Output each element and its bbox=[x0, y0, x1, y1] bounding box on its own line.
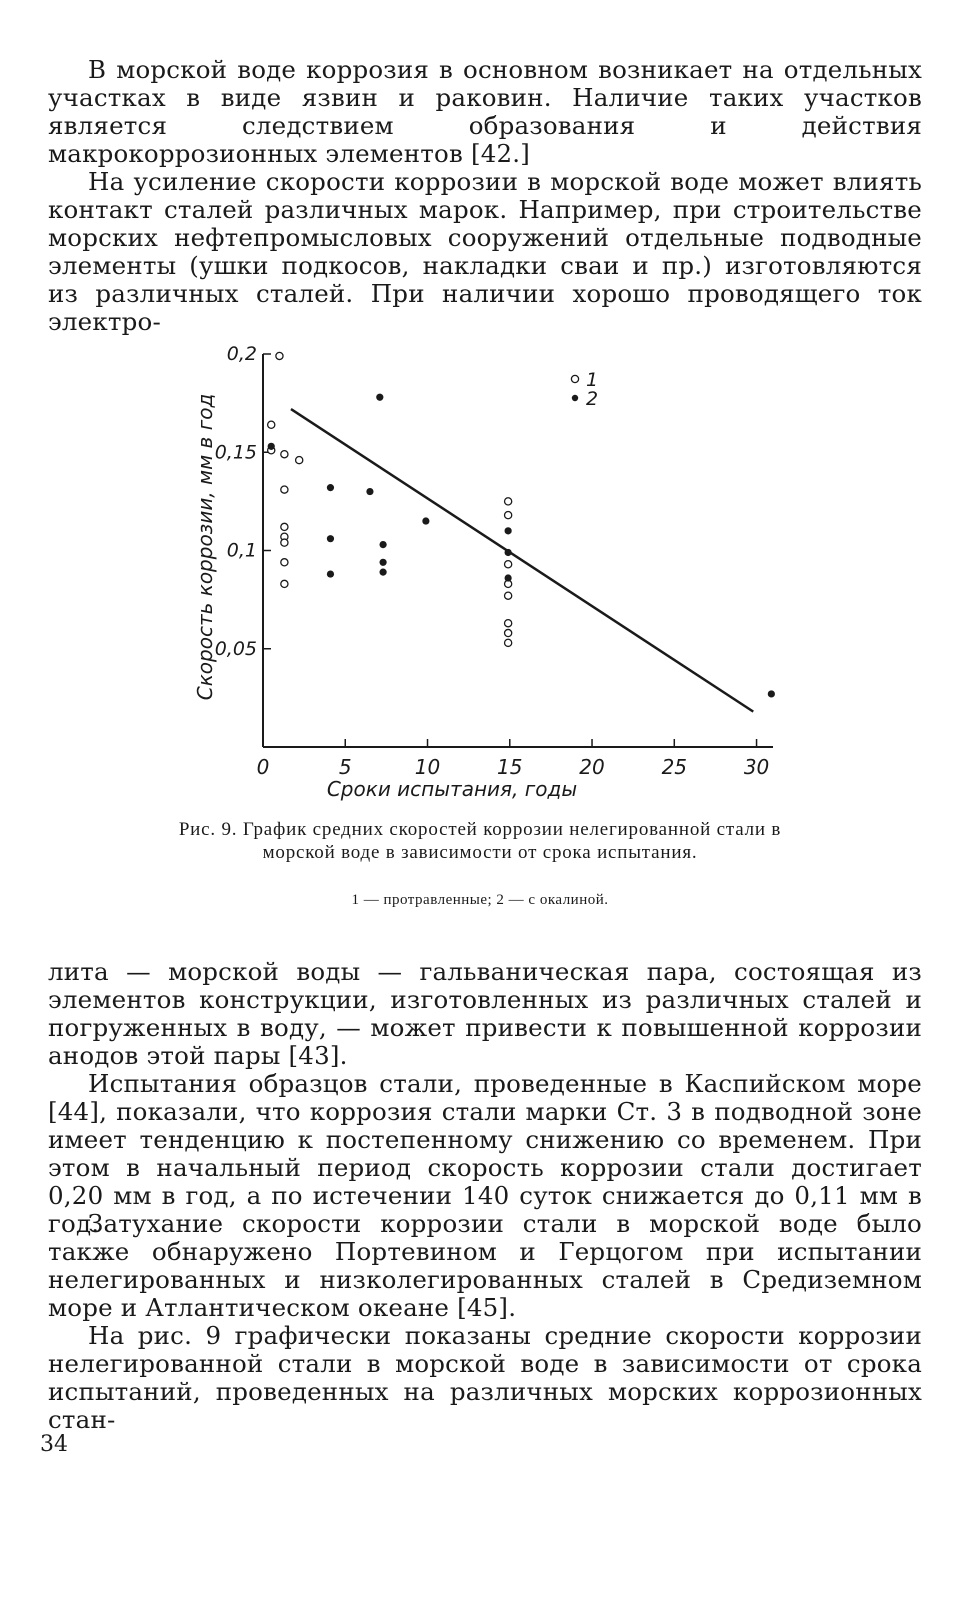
filled-point bbox=[768, 690, 775, 697]
open-point bbox=[268, 421, 275, 428]
open-point bbox=[505, 498, 512, 505]
y-tick-label: 0,15 bbox=[214, 441, 257, 464]
legend-open-marker bbox=[571, 375, 578, 382]
figure-caption: Рис. 9. График средних скоростей коррозии нелегированной стали в морской воде в зависимости от срока испытания. bbox=[178, 819, 782, 863]
open-point bbox=[281, 451, 288, 458]
x-tick-label: 5 bbox=[338, 755, 352, 779]
x-tick-label: 20 bbox=[579, 755, 605, 779]
open-point bbox=[505, 629, 512, 636]
paragraph-5: Затухание скорости коррозии стали в морской воде было также обнаружено Портевином и Герцогом при испытании нелегированных и низколегированных сталей в Средиземном море и Атлантическом океане [45]. bbox=[48, 1209, 922, 1322]
y-tick-label: 0,1 bbox=[226, 539, 257, 562]
open-point bbox=[281, 539, 288, 546]
paragraph-2: На усиление скорости коррозии в морской воде может влиять контакт сталей различных марок. Например, при строительстве морских нефтепромысловых сооружений отдельные подводные элементы (ушки подкосов, накладки сваи и пр.) изготовляются из различных сталей. При наличии хорошо проводящего ток электро- bbox=[48, 167, 922, 336]
open-point bbox=[281, 486, 288, 493]
x-tick-label: 30 bbox=[743, 755, 770, 779]
paragraph-4: Испытания образцов стали, проведенные в Каспийском море [44], показали, что коррозия стали марки Ст. 3 в подводной зоне имеет тенденцию к постепенному снижению со временем. При этом в начальный период скорость коррозии стали достигает 0,20 мм в год, а по истечении 140 суток снижается до 0,11 мм в год. bbox=[48, 1069, 922, 1238]
paragraph-3: лита — морской воды — гальваническая пара, состоящая из элементов конструкции, изготовленных из различных сталей и погруженных в воду, — может привести к повышенной коррозии анодов этой пары [43]. bbox=[48, 957, 922, 1070]
page-number: 34 bbox=[40, 1432, 68, 1457]
filled-point bbox=[422, 517, 429, 524]
corrosion-rate-chart bbox=[170, 340, 810, 820]
open-point bbox=[281, 559, 288, 566]
chart-ticks bbox=[215, 343, 770, 779]
paragraph-6: На рис. 9 графически показаны средние скорости коррозии нелегированной стали в морской воде в зависимости от срока испытаний, проведенных на различных морских коррозионных стан- bbox=[48, 1321, 922, 1434]
filled-point bbox=[505, 527, 512, 534]
filled-point bbox=[327, 535, 334, 542]
filled-point bbox=[268, 443, 275, 450]
trend-line bbox=[291, 409, 753, 712]
y-tick-label: 0,05 bbox=[214, 637, 257, 660]
open-point bbox=[505, 620, 512, 627]
open-point bbox=[281, 523, 288, 530]
x-tick-label: 15 bbox=[497, 755, 523, 779]
filled-point bbox=[327, 484, 334, 491]
open-point bbox=[505, 512, 512, 519]
filled-point bbox=[379, 559, 386, 566]
filled-point bbox=[376, 394, 383, 401]
legend-label: 2 bbox=[586, 388, 599, 410]
paragraph-1: В морской воде коррозия в основном возникает на отдельных участках в виде язвин и раковин. Наличие таких участков является следствием образования и действия макрокоррозионных элементов [42.] bbox=[48, 55, 922, 168]
filled-point bbox=[327, 570, 334, 577]
open-point bbox=[296, 457, 303, 464]
open-point bbox=[281, 580, 288, 587]
x-tick-label: 10 bbox=[414, 755, 441, 779]
chart-legend bbox=[571, 369, 598, 410]
x-tick-label: 25 bbox=[661, 755, 688, 779]
chart-axes bbox=[263, 354, 773, 747]
filled-point bbox=[366, 488, 373, 495]
data-points bbox=[268, 352, 775, 697]
open-point bbox=[505, 592, 512, 599]
legend-label: 1 bbox=[586, 369, 599, 391]
trend-line-group bbox=[291, 409, 753, 712]
filled-point bbox=[379, 569, 386, 576]
open-point bbox=[505, 561, 512, 568]
filled-point bbox=[505, 549, 512, 556]
filled-point bbox=[505, 574, 512, 581]
x-tick-label: 0 bbox=[256, 755, 270, 779]
y-axis-label: Скорость коррозии, мм в год bbox=[193, 393, 217, 701]
y-tick-label: 0,2 bbox=[226, 343, 257, 365]
open-point bbox=[276, 352, 283, 359]
filled-point bbox=[379, 541, 386, 548]
open-point bbox=[505, 639, 512, 646]
x-axis-label: Сроки испытания, годы bbox=[326, 777, 578, 801]
figure-caption-legend: 1 — протравленные; 2 — с окалиной. bbox=[351, 892, 609, 908]
legend-filled-marker bbox=[572, 395, 578, 401]
